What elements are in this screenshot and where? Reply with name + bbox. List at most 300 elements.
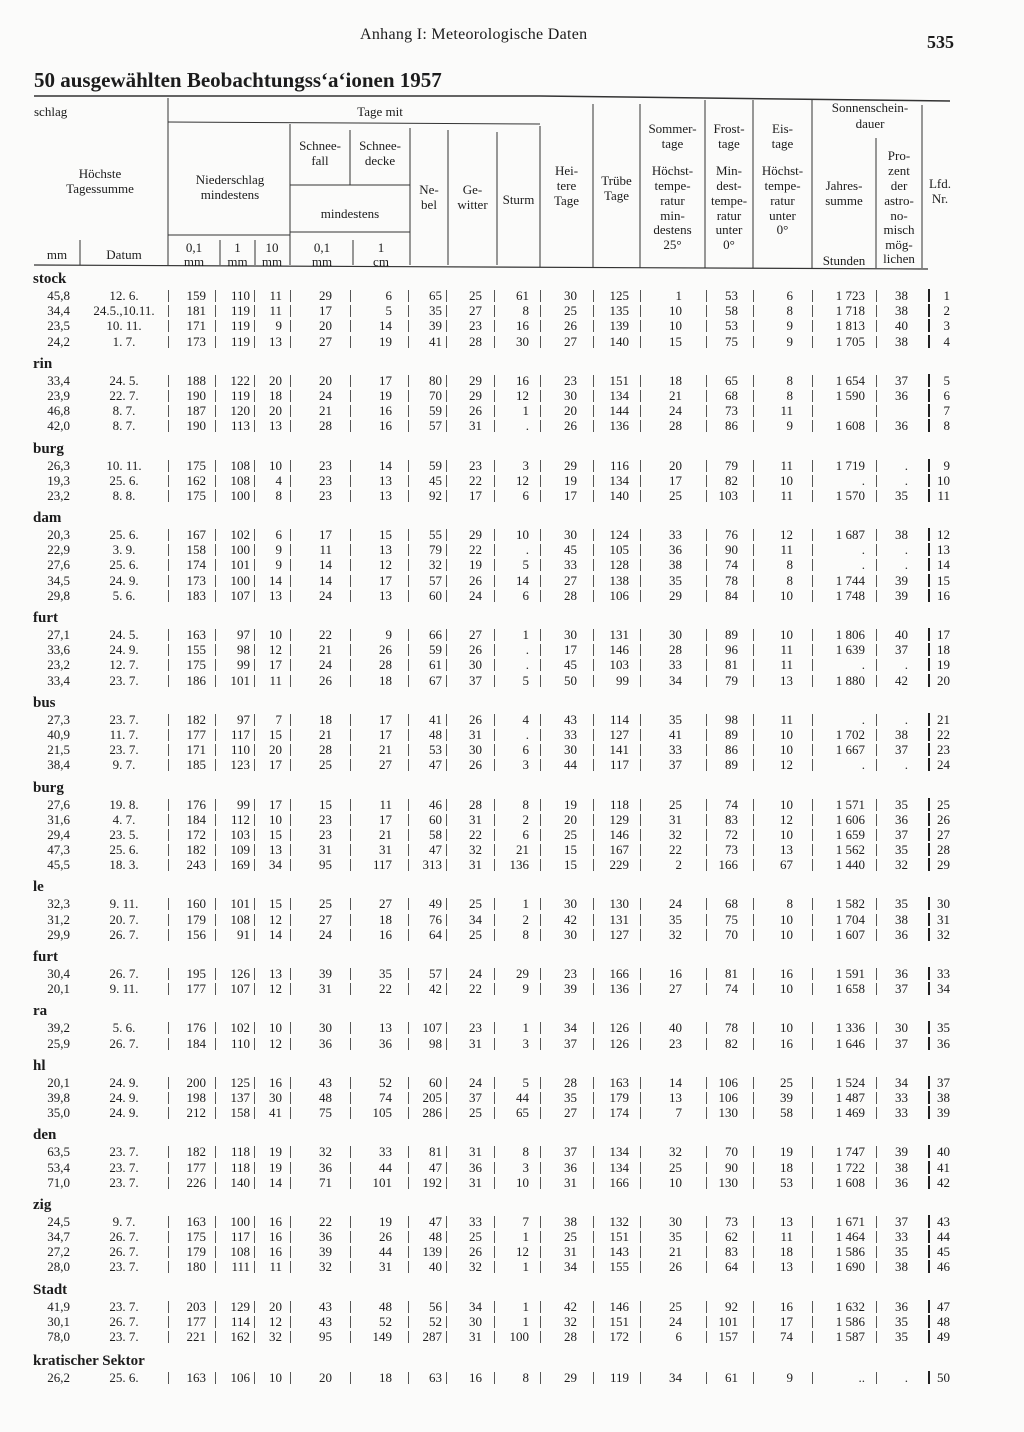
table-cell: 109: [230, 842, 250, 858]
table-cell: 5: [522, 1074, 529, 1090]
table-cell: 98: [237, 642, 250, 658]
table-cell: 7: [275, 711, 282, 727]
table-cell: 9: [943, 457, 950, 473]
table-cell: 28: [937, 842, 950, 858]
table-cell: 68: [725, 387, 738, 403]
table-cell: 37: [895, 981, 908, 997]
table-cell: 179: [609, 1089, 629, 1105]
table-cell: 28: [319, 742, 332, 758]
table-row: [0, 912, 1024, 927]
table-cell: 19: [564, 796, 577, 812]
table-cell: 203: [186, 1298, 206, 1314]
header-frosttage-3: Min-: [716, 163, 742, 178]
table-cell: 37: [564, 1035, 577, 1051]
table-cell: 26. 7.: [109, 926, 139, 942]
table-cell: 1: [522, 1313, 529, 1329]
table-row: [0, 388, 1024, 403]
table-cell: 10: [780, 926, 793, 942]
header-prozent-2: zent: [888, 163, 910, 178]
table-cell: 34,4: [47, 303, 70, 319]
table-cell: 33: [895, 1089, 908, 1105]
table-cell: 143: [609, 1244, 629, 1260]
header-sommertage-6: min-: [660, 208, 685, 223]
table-cell: 31: [564, 1174, 577, 1190]
table-cell: 35: [895, 487, 908, 503]
table-cell: 66: [429, 627, 442, 642]
table-cell: 53: [725, 288, 738, 303]
table-cell: 27: [319, 333, 332, 349]
table-cell: 31: [379, 842, 392, 858]
table-row: [0, 1090, 1024, 1105]
header-sonnenschein: Sonnenschein-: [831, 100, 909, 115]
table-cell: 25. 6.: [109, 472, 139, 488]
table-cell: 22: [469, 826, 482, 842]
table-cell: 1 469: [835, 1105, 865, 1121]
table-cell: 70: [725, 1144, 738, 1160]
table-cell: 177: [186, 1159, 206, 1175]
table-cell: 10: [516, 527, 529, 543]
table-cell: 107: [230, 587, 250, 603]
table-cell: 23,2: [47, 657, 70, 673]
table-cell: 57: [429, 572, 442, 588]
table-cell: 33: [564, 557, 577, 573]
table-cell: 8: [786, 387, 793, 403]
table-cell: 174: [186, 557, 206, 573]
table-cell: 23. 7.: [109, 672, 139, 688]
table-cell: 31,2: [47, 911, 70, 927]
table-cell: 40: [937, 1144, 950, 1160]
table-cell: 37: [895, 1035, 908, 1051]
table-cell: 13: [379, 472, 392, 488]
table-cell: 6: [943, 387, 950, 403]
table-row: [0, 727, 1024, 742]
table-cell: 10: [780, 911, 793, 927]
station-group-label: burg: [33, 779, 64, 796]
table-cell: 75: [319, 1105, 332, 1121]
table-cell: 35: [669, 1229, 682, 1245]
table-cell: 4: [943, 333, 950, 349]
table-cell: .: [904, 457, 908, 473]
table-cell: 24: [937, 757, 950, 773]
table-cell: 40: [895, 627, 908, 642]
table-cell: 12: [516, 387, 529, 403]
table-cell: 73: [725, 403, 738, 419]
table-cell: 1. 7.: [112, 333, 136, 349]
table-cell: 82: [725, 1035, 738, 1051]
table-cell: 30: [469, 657, 482, 673]
table-cell: 106: [230, 1370, 250, 1386]
table-cell: 20: [564, 811, 577, 827]
table-cell: 13: [379, 542, 392, 558]
table-cell: 140: [609, 333, 629, 349]
table-cell: 23: [319, 826, 332, 842]
table-cell: 167: [609, 842, 629, 858]
table-cell: 17: [937, 627, 950, 642]
table-cell: 31: [469, 811, 482, 827]
table-cell: 187: [186, 403, 206, 419]
table-cell: 96: [725, 642, 738, 658]
table-cell: 24. 9.: [109, 1105, 139, 1121]
unit-mm-c: mm: [261, 254, 283, 269]
table-cell: 27: [469, 303, 482, 319]
table-cell: 6: [522, 487, 529, 503]
table-cell: 42: [895, 672, 908, 688]
table-cell: 176: [186, 1020, 206, 1036]
table-cell: 17: [379, 372, 392, 388]
table-cell: 14: [379, 318, 392, 334]
table-cell: 108: [230, 472, 250, 488]
table-cell: 74: [780, 1329, 793, 1344]
table-cell: 1 487: [835, 1089, 865, 1105]
table-cell: 26. 7.: [109, 1035, 139, 1051]
table-cell: 27,1: [47, 627, 70, 642]
table-cell: 108: [230, 911, 250, 927]
header-tage-mit: Tage mit: [357, 104, 403, 119]
table-cell: 186: [186, 672, 206, 688]
table-row: [0, 573, 1024, 588]
table-cell: 22: [469, 472, 482, 488]
table-cell: 171: [186, 318, 206, 334]
table-cell: 58: [725, 303, 738, 319]
table-cell: 18: [379, 1370, 392, 1386]
header-gewitter-2: witter: [457, 197, 488, 212]
header-mindestens: mindestens: [320, 206, 380, 221]
table-cell: 92: [725, 1298, 738, 1314]
table-cell: 78,0: [47, 1329, 70, 1344]
table-cell: 102: [230, 527, 250, 543]
table-cell: 28: [469, 333, 482, 349]
table-cell: 31: [379, 1259, 392, 1275]
table-cell: 190: [186, 387, 206, 403]
table-cell: 24.5.,10.11.: [93, 303, 155, 319]
table-cell: 46: [429, 796, 442, 812]
table-cell: 8. 7.: [112, 418, 136, 434]
table-cell: 10: [780, 826, 793, 842]
table-cell: 20: [269, 1298, 282, 1314]
table-cell: 45: [429, 472, 442, 488]
header-niederschlag-min: Niederschlag: [195, 172, 265, 187]
table-row: [0, 827, 1024, 842]
table-cell: 151: [609, 1229, 629, 1245]
table-cell: 23. 7.: [109, 1298, 139, 1314]
table-cell: 81: [725, 966, 738, 981]
table-cell: 131: [609, 627, 629, 642]
table-row: [0, 542, 1024, 557]
table-cell: 1 748: [835, 587, 865, 603]
header-eistage: Eis-: [772, 121, 793, 136]
table-cell: 1 639: [835, 642, 865, 658]
table-row: [0, 1144, 1024, 1159]
table-cell: 17: [319, 527, 332, 543]
table-cell: 23. 7.: [109, 1174, 139, 1190]
table-cell: 64: [429, 926, 442, 942]
table-cell: 47: [429, 842, 442, 858]
table-cell: 39: [895, 1144, 908, 1160]
table-cell: 10: [669, 318, 682, 334]
table-cell: 64: [725, 1259, 738, 1275]
table-cell: 34: [564, 1020, 577, 1036]
table-cell: 23: [319, 487, 332, 503]
table-cell: 167: [186, 527, 206, 543]
table-cell: 33,4: [47, 372, 70, 388]
table-cell: 29: [564, 457, 577, 473]
table-cell: 53: [725, 318, 738, 334]
header-dauer: dauer: [855, 116, 885, 131]
table-cell: 182: [186, 1144, 206, 1160]
table-cell: 124: [609, 527, 629, 543]
table-cell: 24: [669, 403, 682, 419]
table-cell: .: [904, 757, 908, 773]
table-cell: 14: [319, 572, 332, 588]
table-cell: 32: [469, 842, 482, 858]
table-cell: 29: [469, 372, 482, 388]
table-cell: .: [525, 726, 529, 742]
table-cell: 111: [231, 1259, 250, 1275]
table-cell: 31: [564, 1244, 577, 1260]
table-cell: 97: [237, 627, 250, 642]
table-cell: 23: [564, 372, 577, 388]
table-cell: 126: [609, 1020, 629, 1036]
table-row: [0, 673, 1024, 688]
table-cell: 9: [786, 1370, 793, 1386]
table-cell: 82: [725, 472, 738, 488]
table-cell: 27: [564, 1105, 577, 1121]
table-cell: 35: [669, 711, 682, 727]
table-cell: 19. 8.: [109, 796, 139, 812]
table-cell: 61: [516, 288, 529, 303]
table-cell: 22: [669, 842, 682, 858]
table-cell: 212: [186, 1105, 206, 1121]
table-cell: 174: [609, 1105, 629, 1121]
table-cell: 136: [509, 857, 529, 873]
table-cell: 30: [564, 896, 577, 912]
table-cell: 30,1: [47, 1313, 70, 1329]
table-cell: 1 608: [835, 418, 865, 434]
table-cell: 1 744: [835, 572, 865, 588]
table-cell: 32: [269, 1329, 282, 1344]
table-cell: 23. 7.: [109, 1259, 139, 1275]
table-cell: 36: [379, 1035, 392, 1051]
header-sommertage-7: destens: [653, 222, 692, 237]
table-cell: 24. 5.: [109, 627, 139, 642]
table-cell: 31: [469, 857, 482, 873]
table-cell: 1 723: [835, 288, 865, 303]
table-cell: 41: [269, 1105, 282, 1121]
table-cell: 38: [669, 557, 682, 573]
table-cell: 67: [429, 672, 442, 688]
table-cell: 30: [516, 333, 529, 349]
table-row: [0, 896, 1024, 911]
table-cell: 158: [186, 542, 206, 558]
table-cell: 1 562: [835, 842, 865, 858]
table-cell: 10: [516, 1174, 529, 1190]
table-cell: 100: [230, 487, 250, 503]
table-cell: 28: [469, 796, 482, 812]
table-cell: 27: [379, 757, 392, 773]
table-cell: 155: [186, 642, 206, 658]
station-group-label: hl: [33, 1057, 46, 1074]
table-cell: 4. 7.: [112, 811, 136, 827]
table-cell: 100: [230, 572, 250, 588]
table-cell: 122: [230, 372, 250, 388]
table-cell: 12: [269, 911, 282, 927]
table-cell: 98: [725, 711, 738, 727]
table-cell: 47: [429, 757, 442, 773]
table-cell: 70: [429, 387, 442, 403]
table-cell: 39: [895, 572, 908, 588]
table-cell: 57: [429, 418, 442, 434]
table-cell: 19: [937, 657, 950, 673]
table-cell: 12. 6.: [109, 288, 139, 303]
header-tagessumme: Tagessumme: [66, 181, 134, 196]
table-cell: 13: [780, 842, 793, 858]
station-group-label: furt: [33, 610, 58, 626]
table-cell: 28: [564, 587, 577, 603]
table-cell: 157: [718, 1329, 738, 1344]
table-cell: 36: [669, 542, 682, 558]
table-cell: 35: [669, 572, 682, 588]
table-cell: 5: [522, 672, 529, 688]
table-cell: 10: [780, 981, 793, 997]
table-cell: 7: [675, 1105, 682, 1121]
table-cell: 17: [379, 711, 392, 727]
table-cell: 200: [186, 1074, 206, 1090]
table-cell: 13: [269, 966, 282, 981]
table-cell: 179: [186, 1244, 206, 1260]
table-cell: 50: [564, 672, 577, 688]
table-cell: 22: [319, 627, 332, 642]
table-cell: 43: [937, 1213, 950, 1229]
table-cell: 26: [564, 318, 577, 334]
table-cell: 38: [895, 726, 908, 742]
table-cell: 81: [725, 657, 738, 673]
table-cell: 41,9: [47, 1298, 70, 1314]
table-cell: 38: [895, 333, 908, 349]
table-cell: 26: [469, 1244, 482, 1260]
table-cell: 16: [669, 966, 682, 981]
table-cell: 139: [422, 1244, 442, 1260]
table-cell: 72: [725, 826, 738, 842]
table-cell: 8: [943, 418, 950, 434]
table-cell: 32,3: [47, 896, 70, 912]
table-cell: 24: [669, 896, 682, 912]
table-cell: 25: [469, 1229, 482, 1245]
table-cell: 25: [564, 1229, 577, 1245]
table-cell: 1 582: [835, 896, 865, 912]
table-cell: 33: [895, 1229, 908, 1245]
table-cell: 177: [186, 726, 206, 742]
header-sommertage-4: tempe-: [654, 178, 691, 193]
table-cell: 74: [379, 1089, 392, 1105]
table-cell: 13: [379, 487, 392, 503]
table-cell: 31: [319, 842, 332, 858]
table-cell: 125: [609, 288, 629, 303]
table-cell: 23. 7.: [109, 742, 139, 758]
table-row: [0, 1175, 1024, 1190]
table-cell: 83: [725, 1244, 738, 1260]
table-cell: 30: [564, 288, 577, 303]
header-prozent-6: misch: [883, 222, 915, 237]
table-cell: 27: [469, 627, 482, 642]
table-row: [0, 373, 1024, 388]
table-cell: 34,5: [47, 572, 70, 588]
table-cell: 29: [516, 966, 529, 981]
table-cell: 24: [469, 587, 482, 603]
table-cell: 176: [186, 796, 206, 812]
table-cell: 11: [780, 657, 793, 673]
table-cell: 40: [429, 1259, 442, 1275]
table-cell: 138: [609, 572, 629, 588]
table-cell: 35: [895, 1329, 908, 1344]
table-row: [0, 473, 1024, 488]
table-row: [0, 842, 1024, 857]
table-cell: 23: [564, 966, 577, 981]
table-cell: 24: [319, 926, 332, 942]
table-cell: 117: [230, 1229, 250, 1245]
table-cell: 134: [609, 472, 629, 488]
table-cell: 156: [186, 926, 206, 942]
table-cell: 117: [372, 857, 392, 873]
table-cell: 144: [609, 403, 629, 419]
unit-10: 10: [265, 240, 279, 255]
table-cell: .: [525, 542, 529, 558]
table-cell: 34: [469, 1298, 482, 1314]
table-cell: 226: [186, 1174, 206, 1190]
table-cell: 18: [319, 711, 332, 727]
table-cell: 181: [186, 303, 206, 319]
table-cell: 15: [379, 527, 392, 543]
table-cell: 48: [429, 726, 442, 742]
table-cell: 18: [780, 1244, 793, 1260]
table-cell: 30,4: [47, 966, 70, 981]
table-cell: 22. 7.: [109, 387, 139, 403]
table-cell: 2: [522, 811, 529, 827]
table-cell: 36: [937, 1035, 950, 1051]
table-cell: 12: [516, 472, 529, 488]
table-cell: 25. 6.: [109, 557, 139, 573]
table-cell: 127: [609, 726, 629, 742]
table-cell: 27,6: [47, 796, 70, 812]
table-cell: 17: [269, 757, 282, 773]
table-cell: 1 718: [835, 303, 865, 319]
table-cell: 19: [780, 1144, 793, 1160]
table-cell: 129: [609, 811, 629, 827]
table-cell: 55: [429, 527, 442, 543]
table-cell: 1 570: [835, 487, 865, 503]
table-cell: .: [525, 418, 529, 434]
table-row: [0, 797, 1024, 812]
table-cell: 25: [669, 1298, 682, 1314]
table-row: [0, 927, 1024, 942]
table-cell: 27: [669, 981, 682, 997]
header-schneedecke-2: decke: [364, 153, 396, 168]
station-group-label: kratischer Sektor: [33, 1353, 145, 1370]
table-cell: 17: [780, 1313, 793, 1329]
table-cell: 17: [379, 726, 392, 742]
table-cell: 23. 5.: [109, 826, 139, 842]
table-cell: 25: [319, 896, 332, 912]
table-cell: 19: [379, 1213, 392, 1229]
table-cell: 16: [937, 587, 950, 603]
table-cell: 31: [469, 1329, 482, 1344]
table-cell: 15: [269, 826, 282, 842]
table-cell: 106: [718, 1089, 738, 1105]
table-cell: 20,1: [47, 981, 70, 997]
table-cell: 107: [230, 981, 250, 997]
table-cell: 24: [469, 1074, 482, 1090]
table-cell: 73: [725, 1213, 738, 1229]
table-row: [0, 1020, 1024, 1035]
